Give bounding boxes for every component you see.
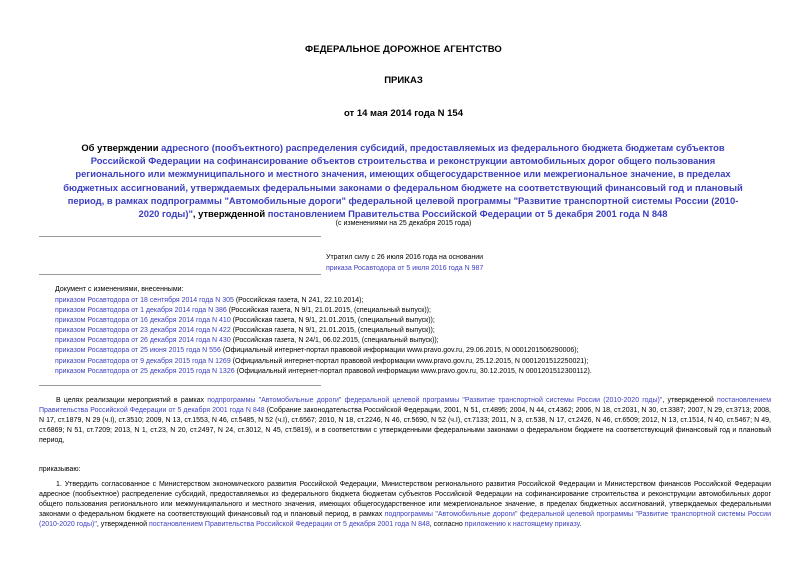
- change-source: (Российская газета, N 9/1, 21.01.2015, (специальный выпуск));: [230, 327, 435, 335]
- edits-note: (с изменениями на 25 декабря 2015 года): [335, 220, 472, 227]
- change-source: (Российская газета, N 9/1, 21.01.2015, (специальный выпуск));: [230, 317, 435, 325]
- change-source: (Российская газета, N 24/1, 06.02.2015, (специальный выпуск));: [230, 337, 439, 345]
- divider: [39, 236, 321, 237]
- order-word: приказываю:: [39, 466, 81, 473]
- doc-type-heading: ПРИКАЗ: [384, 75, 423, 86]
- change-link[interactable]: приказом Росавтодора от 23 декабря 2014 года N 422: [55, 327, 231, 335]
- change-source: (Российская газета, N 9/1, 21.01.2015, (специальный выпуск));: [226, 307, 431, 315]
- clause-1-paragraph: [39, 480, 771, 530]
- changes-list-item: [55, 316, 592, 326]
- changes-heading: Документ с изменениями, внесенными:: [55, 286, 184, 293]
- agency-heading: ФЕДЕРАЛЬНОЕ ДОРОЖНОЕ АГЕНТСТВО: [305, 44, 502, 55]
- changes-list-item: [55, 326, 592, 336]
- change-link[interactable]: приказом Росавтодора от 26 декабря 2014 года N 430: [55, 337, 231, 345]
- title-prefix: Об утверждении: [81, 142, 162, 153]
- paragraph-text: , утвержденной: [662, 397, 718, 404]
- changes-list-item: [55, 306, 592, 316]
- changes-list: [55, 296, 592, 377]
- change-link[interactable]: приказом Росавтодора от 16 декабря 2014 года N 410: [55, 317, 231, 325]
- changes-list-item: [55, 357, 592, 367]
- lost-force-link[interactable]: приказа Росавтодора от 5 июля 2016 года N 987: [326, 265, 484, 272]
- change-source: (Российская газета, N 241, 22.10.2014);: [233, 297, 364, 304]
- decree-link[interactable]: постановлением Правительства Российской Федерации от 5 декабря 2001 года N 848: [149, 521, 430, 529]
- change-link[interactable]: приказом Росавтодора от 18 сентября 2014 года N 305: [55, 297, 234, 304]
- lost-force-text: Утратил силу с 26 июля 2016 года на основании: [326, 254, 484, 261]
- title-text: , утвержденной: [192, 208, 268, 220]
- changes-list-item: [55, 346, 592, 356]
- preamble-paragraph: [39, 396, 771, 446]
- lost-force-note: [326, 252, 483, 274]
- change-link[interactable]: приказом Росавтодора от 25 декабря 2015 года N 1326: [55, 367, 235, 375]
- title-link-subprogram[interactable]: подпрограммы "Автомобильные дороги" федеральной целевой программы "Развитие транспортной системы России (2010-2020 годы)": [138, 194, 739, 220]
- changes-list-item: [55, 296, 592, 306]
- divider: [39, 274, 321, 275]
- change-source: (Официальный интернет-портал правовой информации www.pravo.gov.ru, 30.12.2015, N 0001201512300112).: [234, 367, 592, 375]
- date-number-heading: от 14 мая 2014 года N 154: [343, 108, 464, 119]
- paragraph-text: , утвержденной: [96, 521, 149, 529]
- decree-link[interactable]: постановлением Правительства Российской Федерации от 5 декабря 2001 года N 848: [39, 397, 772, 415]
- paragraph-text: 1. Утвердить согласованное с Министерством экономического развития Российской Федерации, Министерством регионального развития Российской Федерации и Министерством финансов Российской Федерации адресное (пообъектное) распределение субсидий, предоставляемых из федерального бюджета бюджетам субъектов Российской Федерации на софинансирование строительства и реконструкции автомобильных дорог общего пользования регионального или межмуниципального и местного значения, имеющих общегосударственное или межрегиональное значение, в пределах бюджетных ассигнований, утверждаемых федеральными законами о федеральном бюджете на соответствующий финансовый год и плановый период, в рамках: [39, 481, 771, 519]
- subprogram-link[interactable]: подпрограммы "Автомобильные дороги" федеральной целевой программы "Развитие транспортной системы России (2010-2020 годы)": [39, 511, 772, 529]
- change-link[interactable]: приказом Росавтодора от 9 декабря 2015 года N 1269: [55, 357, 231, 365]
- change-link[interactable]: приказом Росавтодора от 25 июня 2015 года N 556: [55, 347, 221, 355]
- appendix-link[interactable]: приложению к настоящему приказу: [464, 521, 580, 529]
- change-link[interactable]: приказом Росавтодора от 1 декабря 2014 года N 386: [55, 307, 227, 315]
- subprogram-link[interactable]: подпрограммы "Автомобильные дороги" федеральной целевой программы "Развитие транспортной системы России (2010-2020 годы)": [207, 397, 663, 404]
- change-source: (Официальный интернет-портал правовой информации www.pravo.gov.ru, 29.06.2015, N 0001201506290006);: [220, 347, 579, 355]
- divider: [39, 385, 321, 386]
- change-source: (Официальный интернет-портал правовой информации www.pravo.gov.ru, 25.12.2015, N 0001201512250021);: [230, 357, 589, 365]
- changes-list-item: [55, 336, 592, 346]
- paragraph-text: В целях реализации мероприятий в рамках: [56, 397, 208, 404]
- paragraph-text: .: [579, 521, 582, 529]
- document-title: [58, 141, 748, 220]
- title-link-decree[interactable]: постановлением Правительства Российской Федерации от 5 декабря 2001 года N 848: [267, 208, 668, 220]
- title-link-distribution[interactable]: адресного (пообъектного) распределения субсидий, предоставляемых из федерального бюджета бюджетам субъектов Российской Федерации на софинансирование объектов строительства и реконструкции автомобильных дорог общего пользования регионального или межмуниципального и местного значения, имеющих общегосударственное или межрегиональное значение, в пределах бюджетных ассигнований, утверждаемых федеральными законами о федеральном бюджете на соответствующий финансовый год и плановый период, в рамках: [63, 142, 743, 206]
- changes-list-item: [55, 367, 592, 377]
- paragraph-text: (Собрание законодательства Российской Федерации, 2001, N 51, ст.4895; 2004, N 44, ст.4362; 2006, N 18, ст.2031, N 30, ст.3387; 2007, N 29, ст.3713; 2008, N 17, ст.1879, N 29 (ч.I), ст.3510; 2009, N 13, ст.1553, N 46, ст.5485, N 52 (ч.I), ст.6567; 2010, N 18, ст.2246, N 46, ст.5690, N 52 (ч.I), ст.7133; 2011, N 3, ст.538, N 17, ст.2426, N 46, ст.6509; 2012, N 13, ст.1514, N 40, ст.5467; N 49, ст.6869; N 51, ст.7209; 2013, N 1, ст.23, N 20, ст.2497, N 24, ст.3012, N 45, ст.5819), и в соответствии с утвержденными федеральными законами о федеральном бюджете на соответствующий финансовый год и плановый период,: [39, 407, 771, 445]
- paragraph-text: , согласно: [429, 521, 465, 529]
